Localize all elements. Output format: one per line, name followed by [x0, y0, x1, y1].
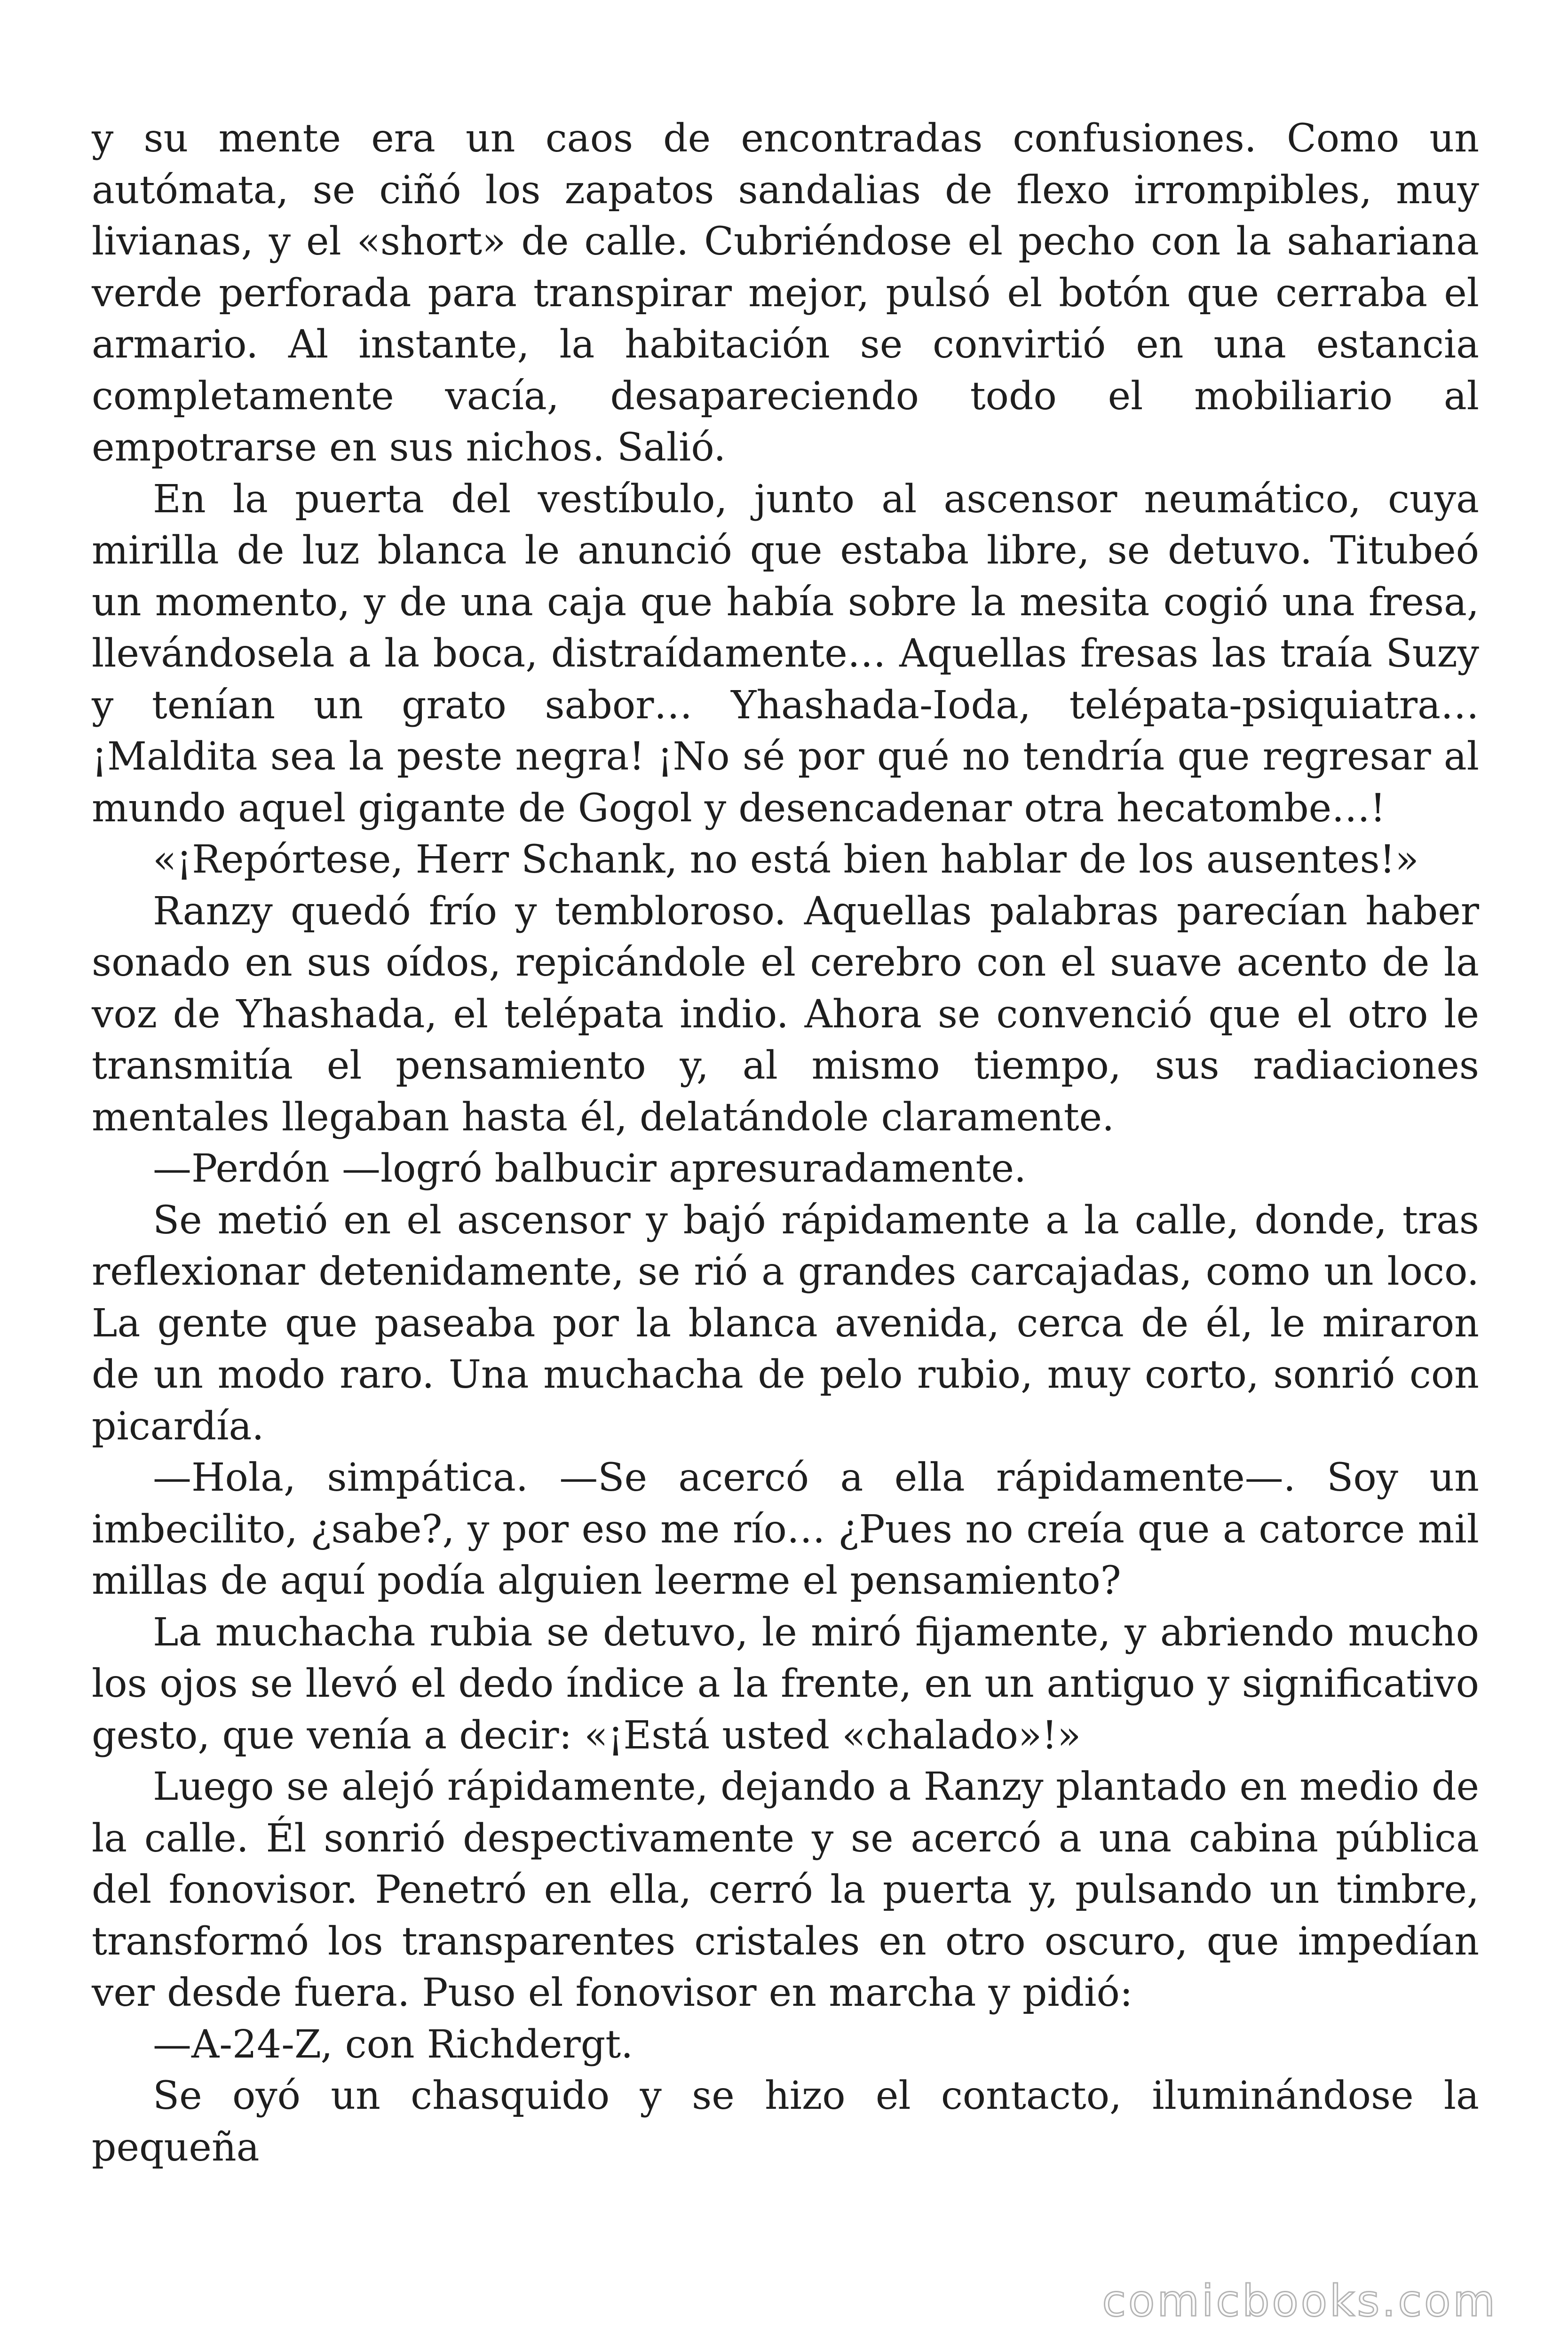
paragraph-11: Se oyó un chasquido y se hizo el contacto, iluminándose la pequeña	[92, 2074, 1479, 2170]
paragraph-9: Luego se alejó rápidamente, dejando a Ranzy plantado en medio de la calle. Él sonrió despectivamente y se acercó a una cabina pública del fonovisor. Penetró en ella, cerró la puerta y, pulsando un timbre, transformó los transparentes cristales en otro oscuro, que impedían ver desde fuera. Puso el fonovisor en marcha y pidió:	[92, 1764, 1479, 2015]
paragraph-1: y su mente era un caos de encontradas confusiones. Como un autómata, se ciñó los zapatos sandalias de flexo irrompibles, muy livianas, y el «short» de calle. Cubriéndose el pecho con la sahariana verde perforada para transpirar mejor, pulsó el botón que cerraba el armario. Al instante, la habitación se convirtió en una estancia completamente vacía, desapareciendo todo el mobiliario al empotrarse en sus nichos. Salió.	[92, 116, 1479, 470]
paragraph-4: Ranzy quedó frío y tembloroso. Aquellas palabras parecían haber sonado en sus oídos, repicándole el cerebro con el suave acento de la voz de Yhashada, el telépata indio. Ahora se convenció que el otro le transmitía el pensamiento y, al mismo tiempo, sus radiaciones mentales llegaban hasta él, delatándole claramente.	[92, 889, 1479, 1140]
paragraph-10: —A-24-Z, con Richdergt.	[153, 2022, 634, 2067]
paragraph-5: —Perdón —logró balbucir apresuradamente.	[153, 1146, 1027, 1191]
page-body	[92, 113, 1479, 2173]
paragraph-7: —Hola, simpática. —Se acercó a ella rápidamente—. Soy un imbecilito, ¿sabe?, y por eso me río… ¿Pues no creía que a catorce mil millas de aquí podía alguien leerme el pensamiento?	[92, 1455, 1479, 1603]
paragraph-3: «¡Repórtese, Herr Schank, no está bien hablar de los ausentes!»	[153, 837, 1419, 882]
paragraph-2: En la puerta del vestíbulo, junto al ascensor neumático, cuya mirilla de luz blanca le anunció que estaba libre, se detuvo. Titubeó un momento, y de una caja que había sobre la mesita cogió una fresa, llevándosela a la boca, distraídamente… Aquellas fresas las traía Suzy y tenían un grato sabor… Yhashada-Ioda, telépata-psiquiatra… ¡Maldita sea la peste negra! ¡No sé por qué no tendría que regresar al mundo aquel gigante de Gogol y desencadenar otra hecatombe…!	[92, 477, 1479, 831]
watermark-text: comicbooks.com	[1102, 2276, 1497, 2326]
paragraph-8: La muchacha rubia se detuvo, le miró fijamente, y abriendo mucho los ojos se llevó el dedo índice a la frente, en un antiguo y significativo gesto, que venía a decir: «¡Está usted «chalado»!»	[92, 1610, 1479, 1758]
paragraph-6: Se metió en el ascensor y bajó rápidamente a la calle, donde, tras reflexionar detenidamente, se rió a grandes carcajadas, como un loco. La gente que paseaba por la blanca avenida, cerca de él, le miraron de un modo raro. Una muchacha de pelo rubio, muy corto, sonrió con picardía.	[92, 1198, 1479, 1449]
